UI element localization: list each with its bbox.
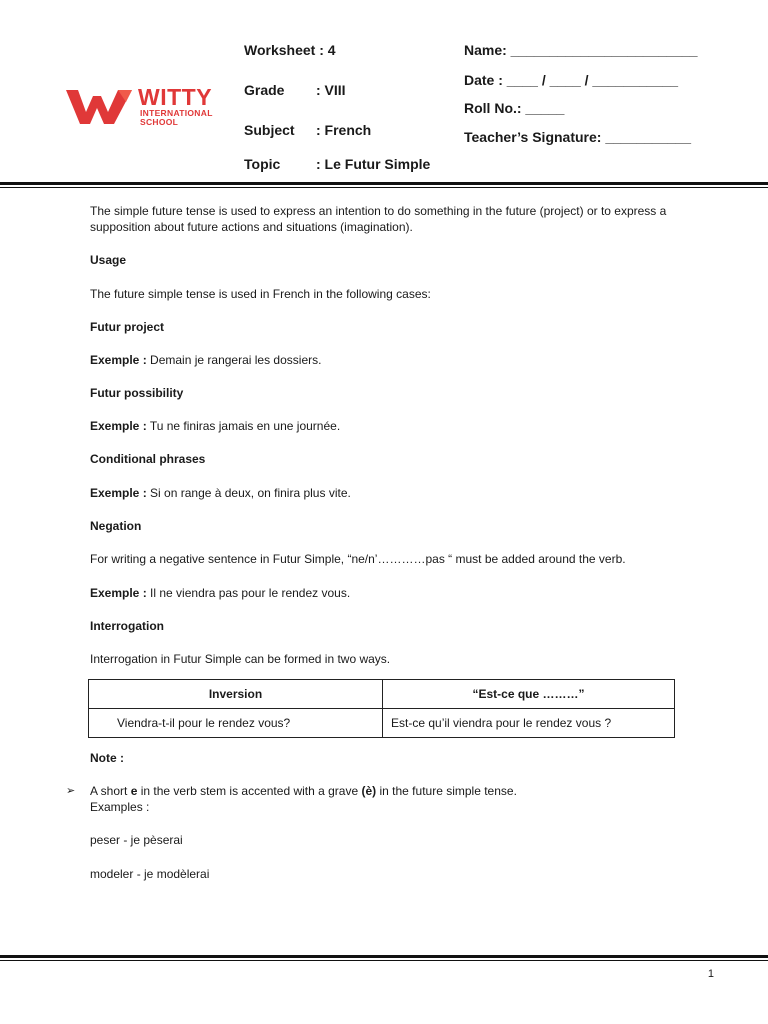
negation-heading: Negation — [90, 519, 142, 533]
teacher-signature-field: Teacher’s Signature: ___________ — [464, 129, 691, 145]
example-3: Exemple : Si on range à deux, on finira plus vite. — [90, 486, 351, 500]
table-cell: Viendra-t-il pour le rendez vous? — [89, 709, 383, 738]
witty-logo-mark-icon — [66, 86, 136, 126]
name-field: Name: ________________________ — [464, 42, 698, 58]
example-2: Exemple : Tu ne finiras jamais en une journée. — [90, 419, 341, 433]
negation-text: For writing a negative sentence in Futur Simple, “ne/n’…………pas “ must be added around the verb. — [90, 552, 626, 566]
subject-label: Subject — [244, 122, 295, 138]
example-modeler: modeler - je modèlerai — [90, 867, 210, 881]
grade-label: Grade — [244, 82, 285, 98]
roll-number-field: Roll No.: _____ — [464, 100, 565, 116]
table-cell: Est-ce qu’il viendra pour le rendez vous ? — [383, 709, 675, 738]
note-heading: Note : — [90, 751, 124, 765]
footer-divider — [0, 955, 768, 961]
interrogation-table — [88, 679, 675, 738]
topic-label: Topic — [244, 156, 281, 172]
table-row — [89, 709, 675, 738]
note-text: A short e in the verb stem is accented with a grave (è) in the future simple tense. — [90, 784, 517, 798]
table-header-row — [89, 680, 675, 709]
header-divider — [0, 182, 768, 188]
table-header-cell: Inversion — [89, 680, 383, 709]
example-4: Exemple : Il ne viendra pas pour le rendez vous. — [90, 586, 351, 600]
conditional-heading: Conditional phrases — [90, 452, 206, 466]
grade-value: : VIII — [316, 82, 346, 98]
futur-possibility-heading: Futur possibility — [90, 386, 184, 400]
school-logo — [66, 86, 226, 126]
futur-project-heading: Futur project — [90, 320, 164, 334]
usage-text: The future simple tense is used in French in the following cases: — [90, 287, 431, 301]
example-peser: peser - je pèserai — [90, 833, 183, 847]
subject-row — [244, 122, 371, 138]
intro-line-1: The simple future tense is used to express an intention to do something in the future (project) or to express a — [90, 204, 667, 218]
intro-line-2: supposition about future actions and situations (imagination). — [90, 220, 413, 234]
topic-row — [244, 156, 430, 172]
arrow-bullet-icon: ➢ — [66, 785, 76, 797]
table-header-cell: “Est-ce que ………” — [383, 680, 675, 709]
logo-name: WITTY — [138, 84, 213, 110]
grade-row — [244, 82, 346, 98]
topic-value: : Le Futur Simple — [316, 156, 431, 172]
interrogation-text: Interrogation in Futur Simple can be formed in two ways. — [90, 652, 391, 666]
page-number: 1 — [707, 968, 714, 980]
logo-subtitle-line2: SCHOOL — [140, 117, 179, 127]
example-1: Exemple : Demain je rangerai les dossiers. — [90, 353, 322, 367]
logo-subtitle-line1: INTERNATIONAL — [140, 108, 213, 118]
usage-heading: Usage — [90, 253, 127, 267]
date-field: Date : ____ / ____ / ___________ — [464, 72, 679, 88]
worksheet-number: Worksheet : 4 — [244, 42, 336, 58]
examples-label: Examples : — [90, 800, 150, 814]
interrogation-heading: Interrogation — [90, 619, 164, 633]
subject-value: : French — [316, 122, 372, 138]
